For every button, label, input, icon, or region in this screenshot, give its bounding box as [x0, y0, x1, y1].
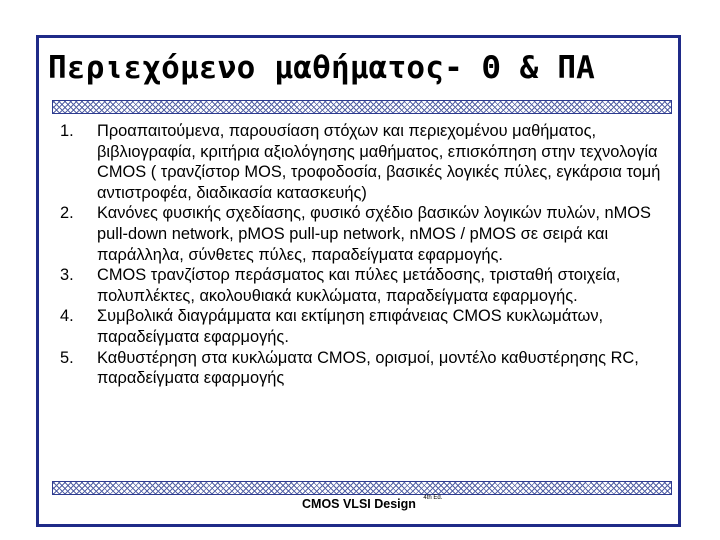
list-item-3 — [60, 265, 670, 306]
decorative-pattern-bar-top — [52, 100, 672, 114]
footer-course-title: CMOS VLSI Design — [302, 497, 416, 511]
list-item-2 — [60, 203, 670, 265]
list-item-text: CMOS τρανζίστορ περάσματος και πύλες μετάδοσης, τρισταθή στοιχεία, πολυπλέκτες, ακολουθιακά κυκλώματα, παραδείγματα εφαρμογής. — [97, 266, 621, 305]
list-item-number: 5. — [60, 348, 74, 367]
footer — [302, 494, 443, 511]
footer-edition: 4th Ed. — [423, 494, 443, 501]
slide-title: Περιεχόμενο μαθήματος- Θ & ΠΑ — [48, 50, 596, 86]
list-item-4 — [60, 306, 670, 347]
content-list — [60, 121, 670, 389]
list-item-1 — [60, 121, 670, 203]
list-item-number: 4. — [60, 307, 74, 326]
decorative-pattern-bar-bottom — [52, 481, 672, 495]
list-item-text: Συμβολικά διαγράμματα και εκτίμηση επιφάνειας CMOS κυκλωμάτων, παραδείγματα εφαρμογής. — [97, 307, 604, 346]
list-item-text: Προαπαιτούμενα, παρουσίαση στόχων και περιεχομένου μαθήματος, βιβλιογραφία, κριτήρια αξιολόγησης μαθήματος, επισκόπηση στην τεχνολογία CMOS ( τρανζίστορ MOS, τροφοδοσία, βασικές λογικές πύλες, εγκάρσια τομή αντιστροφέα, διαδικασία κατασκευής) — [97, 122, 661, 202]
list-item-number: 3. — [60, 266, 74, 285]
list-item-number: 2. — [60, 204, 74, 223]
list-item-number: 1. — [60, 122, 74, 140]
list-item-5 — [60, 348, 670, 389]
list-item-text: Καθυστέρηση στα κυκλώματα CMOS, ορισμοί, μοντέλο καθυστέρησης RC, παραδείγματα εφαρμογής — [97, 348, 639, 388]
list-item-text: Κανόνες φυσικής σχεδίασης, φυσικό σχέδιο βασικών λογικών πυλών, nMOS pull-down network, pMOS pull-up network, nMOS / pMOS σε σειρά και παράλληλα, σύνθετες πύλες, παραδείγματα εφαρμογής. — [97, 204, 651, 264]
